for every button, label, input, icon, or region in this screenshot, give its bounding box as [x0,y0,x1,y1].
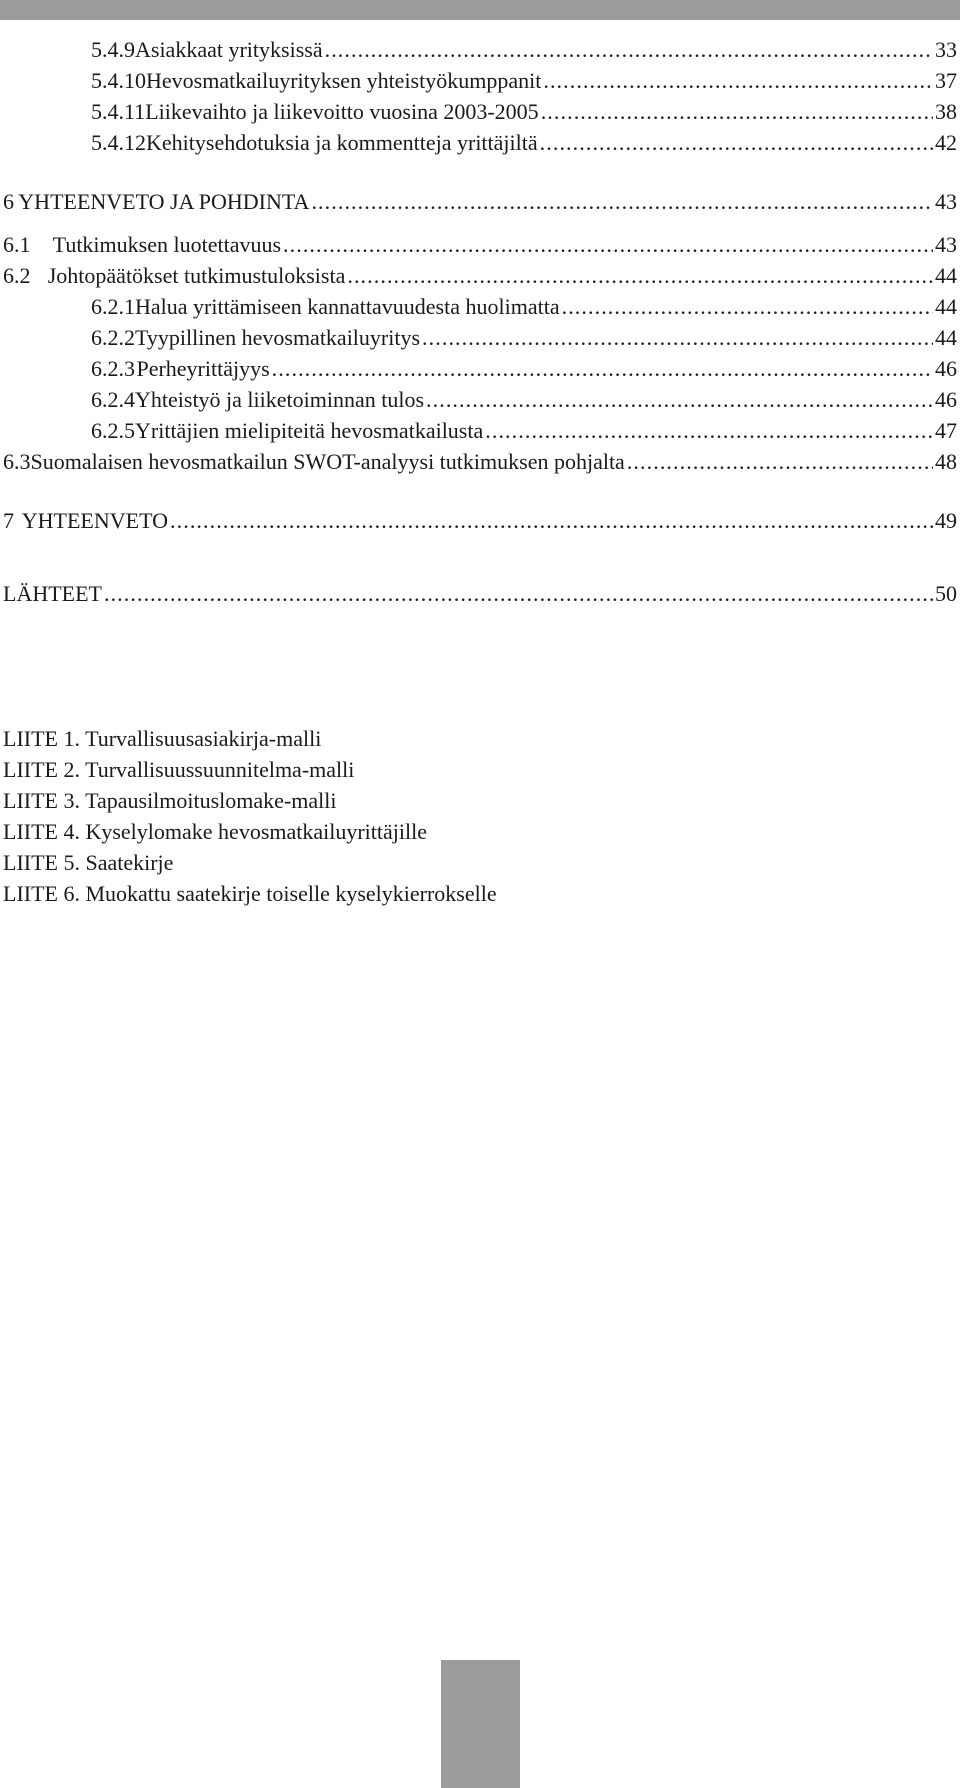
toc-entry-page: 44 [935,263,957,288]
toc-entry-page: 37 [935,68,957,93]
toc-entry-number: 5.4.12 [91,130,146,155]
appendix-item[interactable]: LIITE 3. Tapausilmoituslomake-malli [3,788,337,813]
toc-entry-page: 46 [935,356,957,381]
toc-dot-leader [541,97,933,127]
toc-entry-title: Perheyrittäjyys [136,356,270,381]
toc-entry-page: 46 [935,387,957,412]
toc-entry-title: Asiakkaat yrityksissä [135,37,323,62]
toc-entry-chapter[interactable] [3,506,957,536]
toc-entry-title: Suomalaisen hevosmatkailun SWOT-analyysi tutkimuksen pohjalta [30,449,625,474]
toc-dot-leader [426,385,933,415]
appendix-item[interactable]: LIITE 6. Muokattu saatekirje toiselle kyselykierrokselle [3,881,497,906]
toc-dot-leader [104,579,933,609]
toc-entry-number: 6.2.1 [91,294,135,319]
toc-entry-number: 5.4.10 [91,68,146,93]
toc-entry-number: 6.3 [3,449,31,474]
appendix-item[interactable]: LIITE 1. Turvallisuusasiakirja-malli [3,726,322,751]
toc-entry-number: 5.4.11 [91,99,146,124]
toc-entry[interactable] [3,447,957,477]
toc-entry-title: Tyypillinen hevosmatkailuyritys [135,325,421,350]
toc-entry-references[interactable] [3,579,957,609]
toc-entry-title: LÄHTEET [3,581,102,606]
toc-entry-title: Yhteistyö ja liiketoiminnan tulos [135,387,425,412]
toc-entry-title: Halua yrittämiseen kannattavuudesta huolimatta [135,294,560,319]
toc-dot-leader [562,292,933,322]
toc-entry-number: 7 [3,508,14,533]
toc-dot-leader [422,323,933,353]
page-top-bar [0,0,960,20]
toc-entry-number: 6.2.4 [91,387,135,412]
toc-entry-number: 6.2 [3,263,31,288]
toc-entry-title: Tutkimuksen luotettavuus [52,232,282,257]
toc-entry-page: 43 [935,232,957,257]
toc-dot-leader [170,506,933,536]
toc-entry-number: 6 [3,189,14,214]
toc-entry-number: 5.4.9 [91,37,135,62]
toc-dot-leader [540,128,933,158]
toc-entry-page: 43 [935,189,957,214]
toc-entry-title: YHTEENVETO JA POHDINTA [18,189,310,214]
page-number-tab [441,1660,520,1788]
toc-entry-title: Johtopäätökset tutkimustuloksista [47,263,346,288]
appendix-item[interactable]: LIITE 4. Kyselylomake hevosmatkailuyrittäjille [3,819,427,844]
toc-entry[interactable] [91,354,957,384]
toc-entry-title: Yrittäjien mielipiteitä hevosmatkailusta [135,418,484,443]
toc-entry-page: 44 [935,325,957,350]
toc-entry-number: 6.2.2 [91,325,135,350]
toc-entry[interactable] [91,292,957,322]
toc-dot-leader [283,230,933,260]
toc-entry[interactable] [3,261,957,291]
appendix-item[interactable]: LIITE 2. Turvallisuussuunnitelma-malli [3,757,355,782]
toc-entry-page: 48 [935,449,957,474]
toc-entry-number: 6.2.5 [91,418,135,443]
toc-dot-leader [272,354,933,384]
toc-entry-number: 6.2.3 [91,356,135,381]
toc-entry[interactable] [91,35,957,65]
toc-entry-page: 42 [935,130,957,155]
toc-dot-leader [543,66,933,96]
toc-dot-leader [311,187,933,217]
toc-dot-leader [347,261,933,291]
toc-entry-title: Kehitysehdotuksia ja kommentteja yrittäjiltä [146,130,538,155]
toc-dot-leader [485,416,933,446]
toc-entry[interactable] [3,230,957,260]
toc-entry-page: 44 [935,294,957,319]
toc-entry-page: 38 [935,99,957,124]
toc-entry[interactable] [91,385,957,415]
toc-dot-leader [627,447,933,477]
toc-dot-leader [325,35,933,65]
toc-entry-title: Liikevaihto ja liikevoitto vuosina 2003-2005 [145,99,539,124]
toc-entry-title: YHTEENVETO [21,508,169,533]
toc-entry[interactable] [91,416,957,446]
toc-entry-page: 50 [935,581,957,606]
toc-entry-page: 33 [935,37,957,62]
toc-entry[interactable] [91,97,957,127]
toc-entry-page: 49 [935,508,957,533]
toc-entry-chapter[interactable] [3,187,957,217]
appendix-item[interactable]: LIITE 5. Saatekirje [3,850,174,875]
toc-entry-page: 47 [935,418,957,443]
toc-entry[interactable] [91,128,957,158]
toc-entry[interactable] [91,66,957,96]
toc-entry-title: Hevosmatkailuyrityksen yhteistyökumppanit [146,68,542,93]
toc-entry-number: 6.1 [3,232,31,257]
toc-entry[interactable] [91,323,957,353]
